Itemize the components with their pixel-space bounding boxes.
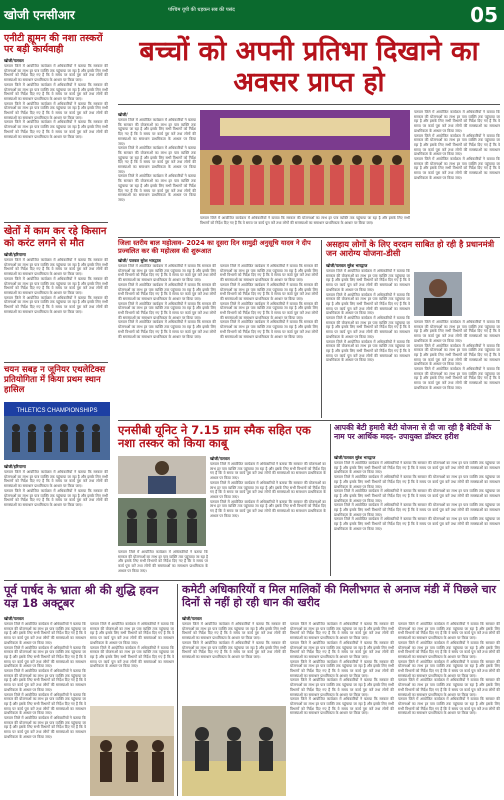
market-image	[182, 706, 286, 796]
body-filler: पलवल जिले में आयोजित कार्यक्रम में अधिकारियों ने बताया कि सरकार की योजनाओं का लाभ हर पात्र व्यक्ति तक पहुंचाया जा रहा है और इसके लिए सभी विभागों को निर्देश दिए गए हैं कि वे समय पर कार्य पूरा करें तथा लोगों की समस्याओं का समाधान प्राथमिकता के आधार पर किया जाए।	[334, 475, 500, 489]
body-filler: पलवल जिले में आयोजित कार्यक्रम में अधिकारियों ने बताया कि सरकार की योजनाओं का लाभ हर पात्र व्यक्ति तक पहुंचाया जा रहा है और इसके लिए सभी विभागों को निर्देश दिए गए हैं कि वे समय पर कार्य पूरा करें तथा लोगों की समस्याओं का समाधान प्राथमिकता के आधार पर किया जाए।	[326, 316, 410, 339]
school-headline: जिला स्तरीय बाल महोत्सव- 2024 का दूसरा दिन सामुद्री अनुसूचि यादव ने दीप प्रज्वलित कर की महोत्सव की शुरूआत	[118, 239, 311, 255]
drugs-body	[4, 64, 108, 219]
school-body-b	[220, 264, 318, 414]
sports-byline: खोजी/हरियाणा	[4, 464, 26, 469]
main-byline: खोजी/	[118, 112, 128, 117]
body-filler: पलवल जिले में आयोजित कार्यक्रम में अधिकारियों ने बताया कि सरकार की योजनाओं का लाभ हर पात्र व्यक्ति तक पहुंचाया जा रहा है और इसके लिए सभी विभागों को निर्देश दिए गए हैं कि वे समय पर कार्य पूरा करें तथा लोगों की समस्याओं का समाधान प्राथमिकता के आधार पर किया जाए।	[4, 64, 108, 83]
ex-mla-photo	[90, 706, 174, 796]
divider	[177, 584, 178, 796]
body-filler: पलवल जिले में आयोजित कार्यक्रम में अधिकारियों ने बताया कि सरकार की योजनाओं का लाभ हर पात्र व्यक्ति तक पहुंचाया जा रहा है और इसके लिए सभी विभागों को निर्देश दिए गए हैं कि वे समय पर कार्य पूरा करें तथा लोगों की समस्याओं का समाधान प्राथमिकता के आधार पर किया जाए।	[414, 157, 500, 180]
body-filler: पलवल जिले में आयोजित कार्यक्रम में अधिकारियों ने बताया कि सरकार की योजनाओं का लाभ हर पात्र व्यक्ति तक पहुंचाया जा रहा है और इसके लिए सभी विभागों को निर्देश दिए गए हैं कि वे समय पर कार्य पूरा करें तथा लोगों की समस्याओं का समाधान प्राथमिकता के आधार पर किया जाए।	[118, 550, 208, 573]
portrait-image	[414, 272, 462, 316]
scheme-headline: आपकी बेटी हमारी बेटी योजना से दी जा रही है बेटियों के नाम पर आर्थिक मदद- उपायुक्त डॉक्टर हरीश	[334, 423, 492, 441]
body-filler: पलवल जिले में आयोजित कार्यक्रम में अधिकारियों ने बताया कि सरकार की योजनाओं का लाभ हर पात्र व्यक्ति तक पहुंचाया जा रहा है और इसके लिए सभी विभागों को निर्देश दिए गए हैं कि वे समय पर कार्य पूरा करें तथा लोगों की समस्याओं का समाधान प्राथमिकता के आधार पर किया जाए।	[398, 622, 500, 641]
grain-photo	[182, 706, 286, 796]
body-filler: पलवल जिले में आयोजित कार्यक्रम में अधिकारियों ने बताया कि सरकार की योजनाओं का लाभ हर पात्र व्यक्ति तक पहुंचाया जा रहा है और इसके लिए सभी विभागों को निर्देश दिए गए हैं कि वे समय पर कार्य पूरा करें तथा लोगों की समस्याओं का समाधान प्राथमिकता के आधार पर किया जाए।	[398, 678, 500, 697]
main-body-left	[118, 118, 196, 234]
body-filler: पलवल जिले में आयोजित कार्यक्रम में अधिकारियों ने बताया कि सरकार की योजनाओं का लाभ हर पात्र व्यक्ति तक पहुंचाया जा रहा है और इसके लिए सभी विभागों को निर्देश दिए गए हैं कि वे समय पर कार्य पूरा करें तथा लोगों की समस्याओं का समाधान प्राथमिकता के आधार पर किया जाए।	[182, 640, 286, 659]
body-filler: पलवल जिले में आयोजित कार्यक्रम में अधिकारियों ने बताया कि सरकार की योजनाओं का लाभ हर पात्र व्यक्ति तक पहुंचाया जा रहा है और इसके लिए सभी विभागों को निर्देश दिए गए हैं कि वे समय पर कार्य पूरा करें तथा लोगों की समस्याओं का समाधान प्राथमिकता के आधार पर किया जाए।	[4, 692, 86, 716]
school-byline: खोजी/ पलवल सुरेश भारद्वाज	[118, 258, 161, 263]
cm-byline: खोजी/पलवल सुरेश भारद्वाज	[326, 263, 368, 268]
main-body-under	[200, 216, 410, 236]
ncb-byline: खोजी/पलवल	[210, 456, 230, 461]
body-filler: पलवल जिले में आयोजित कार्यक्रम में अधिकारियों ने बताया कि सरकार की योजनाओं का लाभ हर पात्र व्यक्ति तक पहुंचाया जा रहा है और इसके लिए सभी विभागों को निर्देश दिए गए हैं कि वे समय पर कार्य पूरा करें तथा लोगों की समस्याओं का समाधान प्राथमिकता के आधार पर किया जाए।	[118, 264, 216, 283]
body-filler: पलवल जिले में आयोजित कार्यक्रम में अधिकारियों ने बताया कि सरकार की योजनाओं का लाभ हर पात्र व्यक्ति तक पहुंचाया जा रहा है और इसके लिए सभी विभागों को निर्देश दिए गए हैं कि वे समय पर कार्य पूरा करें तथा लोगों की समस्याओं का समाधान प्राथमिकता के आधार पर किया जाए।	[220, 301, 318, 320]
body-filler: पलवल जिले में आयोजित कार्यक्रम में अधिकारियों ने बताया कि सरकार की योजनाओं का लाभ हर पात्र व्यक्ति तक पहुंचाया जा रहा है और इसके लिए सभी विभागों को निर्देश दिए गए हैं कि वे समय पर कार्य पूरा करें तथा लोगों की समस्याओं का समाधान प्राथमिकता के आधार पर किया जाए।	[414, 110, 500, 133]
body-filler: पलवल जिले में आयोजित कार्यक्रम में अधिकारियों ने बताया कि सरकार की योजनाओं का लाभ हर पात्र व्यक्ति तक पहुंचाया जा रहा है और इसके लिए सभी विभागों को निर्देश दिए गए हैं कि वे समय पर कार्य पूरा करें तथा लोगों की समस्याओं का समाधान प्राथमिकता के आधार पर किया जाए।	[220, 282, 318, 301]
body-filler: पलवल जिले में आयोजित कार्यक्रम में अधिकारियों ने बताया कि सरकार की योजनाओं का लाभ हर पात्र व्यक्ति तक पहुंचाया जा रहा है और इसके लिए सभी विभागों को निर्देश दिए गए हैं कि वे समय पर कार्य पूरा करें तथा लोगों की समस्याओं का समाधान प्राथमिकता के आधार पर किया जाए।	[414, 367, 500, 390]
body-filler: पलवल जिले में आयोजित कार्यक्रम में अधिकारियों ने बताया कि सरकार की योजनाओं का लाभ हर पात्र व्यक्ति तक पहुंचाया जा रहा है और इसके लिए सभी विभागों को निर्देश दिए गए हैं कि वे समय पर कार्य पूरा करें तथा लोगों की समस्याओं का समाधान प्राथमिकता के आधार पर किया जाए।	[326, 339, 410, 363]
body-filler: पलवल जिले में आयोजित कार्यक्रम में अधिकारियों ने बताया कि सरकार की योजनाओं का लाभ हर पात्र व्यक्ति तक पहुंचाया जा रहा है और इसके लिए सभी विभागों को निर्देश दिए गए हैं कि वे समय पर कार्य पूरा करें तथा लोगों की समस्याओं का समाधान प्राथमिकता के आधार पर किया जाए।	[118, 174, 196, 202]
ncb-photo	[118, 456, 206, 494]
body-filler: पलवल जिले में आयोजित कार्यक्रम में अधिकारियों ने बताया कि सरकार की योजनाओं का लाभ हर पात्र व्यक्ति तक पहुंचाया जा रहा है और इसके लिए सभी विभागों को निर्देश दिए गए हैं कि वे समय पर कार्य पूरा करें तथा लोगों की समस्याओं का समाधान प्राथमिकता के आधार पर किया जाए।	[210, 462, 326, 481]
body-filler: पलवल जिले में आयोजित कार्यक्रम में अधिकारियों ने बताया कि सरकार की योजनाओं का लाभ हर पात्र व्यक्ति तक पहुंचाया जा रहा है और इसके लिए सभी विभागों को निर्देश दिए गए हैं कि वे समय पर कार्य पूरा करें तथा लोगों की समस्याओं का समाधान प्राथमिकता के आधार पर किया जाए।	[4, 82, 108, 101]
grain-body-c	[398, 622, 500, 796]
page-number: 05	[470, 3, 498, 27]
farmers-byline: खोजी/हरियाणा	[4, 252, 26, 257]
body-filler: पलवल जिले में आयोजित कार्यक्रम में अधिकारियों ने बताया कि सरकार की योजनाओं का लाभ हर पात्र व्यक्ति तक पहुंचाया जा रहा है और इसके लिए सभी विभागों को निर्देश दिए गए हैं कि वे समय पर कार्य पूरा करें तथा लोगों की समस्याओं का समाधान प्राथमिकता के आधार पर किया जाए।	[4, 101, 108, 120]
body-filler: पलवल जिले में आयोजित कार्यक्रम में अधिकारियों ने बताया कि सरकार की योजनाओं का लाभ हर पात्र व्यक्ति तक पहुंचाया जा रहा है और इसके लिए सभी विभागों को निर्देश दिए गए हैं कि वे समय पर कार्य पूरा करें तथा लोगों की समस्याओं का समाधान प्राथमिकता के आधार पर किया जाए।	[334, 503, 500, 517]
ex-mla-headline: पूर्व पार्षद के भ्राता श्री की शुद्धि हवन यज्ञ 18 अक्टूबर	[4, 583, 159, 611]
scheme-byline: खोजी/पलवल सुरेश भारद्वाज	[334, 455, 376, 460]
stage-image	[200, 110, 410, 214]
body-filler: पलवल जिले में आयोजित कार्यक्रम में अधिकारियों ने बताया कि सरकार की योजनाओं का लाभ हर पात्र व्यक्ति तक पहुंचाया जा रहा है और इसके लिए सभी विभागों को निर्देश दिए गए हैं कि वे समय पर कार्य पूरा करें तथा लोगों की समस्याओं का समाधान प्राथमिकता के आधार पर किया जाए।	[334, 489, 500, 503]
body-filler: पलवल जिले में आयोजित कार्यक्रम में अधिकारियों ने बताया कि सरकार की योजनाओं का लाभ हर पात्र व्यक्ति तक पहुंचाया जा रहा है और इसके लिए सभी विभागों को निर्देश दिए गए हैं कि वे समय पर कार्य पूरा करें तथा लोगों की समस्याओं का समाधान प्राथमिकता के आधार पर किया जाए।	[334, 461, 500, 475]
drugs-byline: खोजी/पलवल	[4, 58, 24, 63]
grain-body-b	[290, 622, 394, 796]
body-filler: पलवल जिले में आयोजित कार्यक्रम में अधिकारियों ने बताया कि सरकार की योजनाओं का लाभ हर पात्र व्यक्ति तक पहुंचाया जा रहा है और इसके लिए सभी विभागों को निर्देश दिए गए हैं कि वे समय पर कार्य पूरा करें तथा लोगों की समस्याओं का समाधान प्राथमिकता के आधार पर किया जाए।	[398, 659, 500, 678]
body-filler: पलवल जिले में आयोजित कार्यक्रम में अधिकारियों ने बताया कि सरकार की योजनाओं का लाभ हर पात्र व्यक्ति तक पहुंचाया जा रहा है और इसके लिए सभी विभागों को निर्देश दिए गए हैं कि वे समय पर कार्य पूरा करें तथा लोगों की समस्याओं का समाधान प्राथमिकता के आधार पर किया जाए।	[290, 697, 394, 716]
divider	[4, 222, 108, 223]
body-filler: पलवल जिले में आयोजित कार्यक्रम में अधिकारियों ने बताया कि सरकार की योजनाओं का लाभ हर पात्र व्यक्ति तक पहुंचाया जा रहा है और इसके लिए सभी विभागों को निर्देश दिए गए हैं कि वे समय पर कार्य पूरा करें तथा लोगों की समस्याओं का समाधान प्राथमिकता के आधार पर किया जाए।	[220, 320, 318, 339]
official-photo	[414, 272, 462, 316]
main-body-right	[414, 110, 500, 234]
body-filler: पलवल जिले में आयोजित कार्यक्रम में अधिकारियों ने बताया कि सरकार की योजनाओं का लाभ हर पात्र व्यक्ति तक पहुंचाया जा रहा है और इसके लिए सभी विभागों को निर्देश दिए गए हैं कि वे समय पर कार्य पूरा करें तथा लोगों की समस्याओं का समाधान प्राथमिकता के आधार पर किया जाए।	[4, 716, 86, 739]
body-filler: पलवल जिले में आयोजित कार्यक्रम में अधिकारियों ने बताया कि सरकार की योजनाओं का लाभ हर पात्र व्यक्ति तक पहुंचाया जा रहा है और इसके लिए सभी विभागों को निर्देश दिए गए हैं कि वे समय पर कार्य पूरा करें तथा लोगों की समस्याओं का समाधान प्राथमिकता के आधार पर किया जाए।	[414, 320, 500, 343]
masthead-title: खोजी एनसीआर	[4, 8, 75, 22]
ex-mla-byline: खोजी/पलवल	[4, 616, 24, 621]
body-filler: पलवल जिले में आयोजित कार्यक्रम में अधिकारियों ने बताया कि सरकार की योजनाओं का लाभ हर पात्र व्यक्ति तक पहुंचाया जा रहा है और इसके लिए सभी विभागों को निर्देश दिए गए हैं कि वे समय पर कार्य पूरा करें तथा लोगों की समस्याओं का समाधान प्राथमिकता के आधार पर किया जाए।	[118, 282, 216, 301]
body-filler: पलवल जिले में आयोजित कार्यक्रम में अधिकारियों ने बताया कि सरकार की योजनाओं का लाभ हर पात्र व्यक्ति तक पहुंचाया जा रहा है और इसके लिए सभी विभागों को निर्देश दिए गए हैं कि वे समय पर कार्य पूरा करें तथा लोगों की समस्याओं का समाधान प्राथमिकता के आधार पर किया जाए।	[118, 118, 196, 146]
cm-headline: असहाय लोगों के लिए वरदान साबित हो रही है प्रधानमंत्री जन आरोग्य योजना-डीसी	[326, 239, 495, 259]
body-filler: पलवल जिले में आयोजित कार्यक्रम में अधिकारियों ने बताया कि सरकार की योजनाओं का लाभ हर पात्र व्यक्ति तक पहुंचाया जा रहा है और इसके लिए सभी विभागों को निर्देश दिए गए हैं कि वे समय पर कार्य पूरा करें तथा लोगों की समस्याओं का समाधान प्राथमिकता के आधार पर किया जाए।	[90, 622, 174, 645]
drugs-headline: एनीटी ह्यूमन की नशा तस्करों पर बड़ी कार्यवाही	[4, 33, 103, 55]
ncb-headline: एनसीबी यूनिट ने 7.15 ग्राम स्मैक सहित एक नशा तस्कर को किया काबू	[118, 423, 311, 451]
divider	[118, 237, 500, 238]
banner-text: THLETICS CHAMPIONSHIPS	[16, 408, 98, 414]
ncb-photo-2	[118, 498, 206, 546]
body-filler: पलवल जिले में आयोजित कार्यक्रम में अधिकारियों ने बताया कि सरकार की योजनाओं का लाभ हर पात्र व्यक्ति तक पहुंचाया जा रहा है और इसके लिए सभी विभागों को निर्देश दिए गए हैं कि वे समय पर कार्य पूरा करें तथा लोगों की समस्याओं का समाधान प्राथमिकता के आधार पर किया जाए।	[4, 120, 108, 139]
ncb-body	[210, 462, 326, 572]
body-filler: पलवल जिले में आयोजित कार्यक्रम में अधिकारियों ने बताया कि सरकार की योजनाओं का लाभ हर पात्र व्यक्ति तक पहुंचाया जा रहा है और इसके लिए सभी विभागों को निर्देश दिए गए हैं कि वे समय पर कार्य पूरा करें तथा लोगों की समस्याओं का समाधान प्राथमिकता के आधार पर किया जाए।	[414, 343, 500, 367]
body-filler: पलवल जिले में आयोजित कार्यक्रम में अधिकारियों ने बताया कि सरकार की योजनाओं का लाभ हर पात्र व्यक्ति तक पहुंचाया जा रहा है और इसके लिए सभी विभागों को निर्देश दिए गए हैं कि वे समय पर कार्य पूरा करें तथा लोगों की समस्याओं का समाधान प्राथमिकता के आधार पर किया जाए।	[4, 295, 108, 314]
body-filler: पलवल जिले में आयोजित कार्यक्रम में अधिकारियों ने बताया कि सरकार की योजनाओं का लाभ हर पात्र व्यक्ति तक पहुंचाया जा रहा है और इसके लिए सभी विभागों को निर्देश दिए गए हैं कि वे समय पर कार्य पूरा करें तथा लोगों की समस्याओं का समाधान प्राथमिकता के आधार पर किया जाए।	[118, 320, 216, 339]
ex-mla-body-b	[90, 622, 174, 702]
sports-body	[4, 470, 108, 540]
body-filler: पलवल जिले में आयोजित कार्यक्रम में अधिकारियों ने बताया कि सरकार की योजनाओं का लाभ हर पात्र व्यक्ति तक पहुंचाया जा रहा है और इसके लिए सभी विभागों को निर्देश दिए गए हैं कि वे समय पर कार्य पूरा करें तथा लोगों की समस्याओं का समाधान प्राथमिकता के आधार पर किया जाए।	[90, 645, 174, 669]
body-filler: पलवल जिले में आयोजित कार्यक्रम में अधिकारियों ने बताया कि सरकार की योजनाओं का लाभ हर पात्र व्यक्ति तक पहुंचाया जा रहा है और इसके लिए सभी विभागों को निर्देश दिए गए हैं कि वे समय पर कार्य पूरा करें तथा लोगों की समस्याओं का समाधान प्राथमिकता के आधार पर किया जाए।	[334, 517, 500, 531]
body-filler: पलवल जिले में आयोजित कार्यक्रम में अधिकारियों ने बताया कि सरकार की योजनाओं का लाभ हर पात्र व्यक्ति तक पहुंचाया जा रहा है और इसके लिए सभी विभागों को निर्देश दिए गए हैं कि वे समय पर कार्य पूरा करें तथा लोगों की समस्याओं का समाधान प्राथमिकता के आधार पर किया जाए।	[398, 640, 500, 659]
ncb-caption	[118, 550, 208, 574]
cm-body-b	[414, 320, 500, 417]
athletes-image	[4, 402, 110, 460]
farmers-headline: खेतों में काम कर रहे किसान को करंट लगने से मौत	[4, 226, 107, 249]
body-filler: पलवल जिले में आयोजित कार्यक्रम में अधिकारियों ने बताया कि सरकार की योजनाओं का लाभ हर पात्र व्यक्ति तक पहुंचाया जा रहा है और इसके लिए सभी विभागों को निर्देश दिए गए हैं कि वे समय पर कार्य पूरा करें तथा लोगों की समस्याओं का समाधान प्राथमिकता के आधार पर किया जाए।	[290, 622, 394, 641]
divider	[4, 362, 108, 363]
farmers-body	[4, 258, 108, 358]
accused-image	[118, 456, 206, 494]
scheme-body	[334, 461, 500, 576]
divider	[330, 424, 331, 576]
body-filler: पलवल जिले में आयोजित कार्यक्रम में अधिकारियों ने बताया कि सरकार की योजनाओं का लाभ हर पात्र व्यक्ति तक पहुंचाया जा रहा है और इसके लिए सभी विभागों को निर्देश दिए गए हैं कि वे समय पर कार्य पूरा करें तथा लोगों की समस्याओं का समाधान प्राथमिकता के आधार पर किया जाए।	[4, 258, 108, 277]
body-filler: पलवल जिले में आयोजित कार्यक्रम में अधिकारियों ने बताया कि सरकार की योजनाओं का लाभ हर पात्र व्यक्ति तक पहुंचाया जा रहा है और इसके लिए सभी विभागों को निर्देश दिए गए हैं कि वे समय पर कार्य पूरा करें तथा लोगों की समस्याओं का समाधान प्राथमिकता के आधार पर किया जाए।	[220, 264, 318, 283]
body-filler: पलवल जिले में आयोजित कार्यक्रम में अधिकारियों ने बताया कि सरकार की योजनाओं का लाभ हर पात्र व्यक्ति तक पहुंचाया जा रहा है और इसके लिए सभी विभागों को निर्देश दिए गए हैं कि वे समय पर कार्य पूरा करें तथा लोगों की समस्याओं का समाधान प्राथमिकता के आधार पर किया जाए।	[290, 678, 394, 697]
divider	[4, 580, 500, 581]
body-filler: पलवल जिले में आयोजित कार्यक्रम में अधिकारियों ने बताया कि सरकार की योजनाओं का लाभ हर पात्र व्यक्ति तक पहुंचाया जा रहा है और इसके लिए सभी विभागों को निर्देश दिए गए हैं कि वे समय पर कार्य पूरा करें तथा लोगों की समस्याओं का समाधान प्राथमिकता के आधार पर किया जाए।	[4, 645, 86, 669]
masthead-bar	[0, 0, 504, 30]
body-filler: पलवल जिले में आयोजित कार्यक्रम में अधिकारियों ने बताया कि सरकार की योजनाओं का लाभ हर पात्र व्यक्ति तक पहुंचाया जा रहा है और इसके लिए सभी विभागों को निर्देश दिए गए हैं कि वे समय पर कार्य पूरा करें तथा लोगों की समस्याओं का समाधान प्राथमिकता के आधार पर किया जाए।	[4, 276, 108, 295]
body-filler: पलवल जिले में आयोजित कार्यक्रम में अधिकारियों ने बताया कि सरकार की योजनाओं का लाभ हर पात्र व्यक्ति तक पहुंचाया जा रहा है और इसके लिए सभी विभागों को निर्देश दिए गए हैं कि वे समय पर कार्य पूरा करें तथा लोगों की समस्याओं का समाधान प्राथमिकता के आधार पर किया जाए।	[4, 622, 86, 645]
divider	[118, 104, 500, 105]
main-headline: बच्चों को अपनी प्रतिभा दिखाने का अवसर प्राप्त हो	[139, 36, 479, 98]
body-filler: पलवल जिले में आयोजित कार्यक्रम में अधिकारियों ने बताया कि सरकार की योजनाओं का लाभ हर पात्र व्यक्ति तक पहुंचाया जा रहा है और इसके लिए सभी विभागों को निर्देश दिए गए हैं कि वे समय पर कार्य पूरा करें तथा लोगों की समस्याओं का समाधान प्राथमिकता के आधार पर किया जाए।	[290, 659, 394, 678]
body-filler: पलवल जिले में आयोजित कार्यक्रम में अधिकारियों ने बताया कि सरकार की योजनाओं का लाभ हर पात्र व्यक्ति तक पहुंचाया जा रहा है और इसके लिए सभी विभागों को निर्देश दिए गए हैं कि वे समय पर कार्य पूरा करें तथा लोगों की समस्याओं का समाधान प्राथमिकता के आधार पर किया जाए।	[210, 499, 326, 518]
grain-byline: खोजी/पलवल	[182, 616, 202, 621]
ex-mla-body-a	[4, 622, 86, 796]
body-filler: पलवल जिले में आयोजित कार्यक्रम में अधिकारियों ने बताया कि सरकार की योजनाओं का लाभ हर पात्र व्यक्ति तक पहुंचाया जा रहा है और इसके लिए सभी विभागों को निर्देश दिए गए हैं कि वे समय पर कार्य पूरा करें तथा लोगों की समस्याओं का समाधान प्राथमिकता के आधार पर किया जाए।	[4, 669, 86, 692]
body-filler: पलवल जिले में आयोजित कार्यक्रम में अधिकारियों ने बताया कि सरकार की योजनाओं का लाभ हर पात्र व्यक्ति तक पहुंचाया जा रहा है और इसके लिए सभी विभागों को निर्देश दिए गए हैं कि वे समय पर कार्य पूरा करें तथा लोगों की समस्याओं का समाधान प्राथमिकता के आधार पर किया जाए।	[398, 697, 500, 716]
grain-body-a	[182, 622, 286, 702]
body-filler: पलवल जिले में आयोजित कार्यक्रम में अधिकारियों ने बताया कि सरकार की योजनाओं का लाभ हर पात्र व्यक्ति तक पहुंचाया जा रहा है और इसके लिए सभी विभागों को निर्देश दिए गए हैं कि वे समय पर कार्य पूरा करें तथा लोगों की समस्याओं का समाधान प्राथमिकता के आधार पर किया जाए।	[200, 216, 410, 225]
grain-headline: कमेटी अधिकारियों व मिल मालिकों की मिलीभगत से अनाज मंडी में पिछले चार दिनों से नहीं हो रही धान की खरीद	[182, 583, 496, 609]
dateline: पश्चिम यूपी की धड़कन सब की पसंद	[168, 7, 235, 13]
body-filler: पलवल जिले में आयोजित कार्यक्रम में अधिकारियों ने बताया कि सरकार की योजनाओं का लाभ हर पात्र व्यक्ति तक पहुंचाया जा रहा है और इसके लिए सभी विभागों को निर्देश दिए गए हैं कि वे समय पर कार्य पूरा करें तथा लोगों की समस्याओं का समाधान प्राथमिकता के आधार पर किया जाए।	[4, 488, 108, 507]
body-filler: पलवल जिले में आयोजित कार्यक्रम में अधिकारियों ने बताया कि सरकार की योजनाओं का लाभ हर पात्र व्यक्ति तक पहुंचाया जा रहा है और इसके लिए सभी विभागों को निर्देश दिए गए हैं कि वे समय पर कार्य पूरा करें तथा लोगों की समस्याओं का समाधान प्राथमिकता के आधार पर किया जाए।	[4, 470, 108, 489]
body-filler: पलवल जिले में आयोजित कार्यक्रम में अधिकारियों ने बताया कि सरकार की योजनाओं का लाभ हर पात्र व्यक्ति तक पहुंचाया जा रहा है और इसके लिए सभी विभागों को निर्देश दिए गए हैं कि वे समय पर कार्य पूरा करें तथा लोगों की समस्याओं का समाधान प्राथमिकता के आधार पर किया जाए।	[326, 292, 410, 316]
sports-photo	[4, 402, 110, 460]
body-filler: पलवल जिले में आयोजित कार्यक्रम में अधिकारियों ने बताया कि सरकार की योजनाओं का लाभ हर पात्र व्यक्ति तक पहुंचाया जा रहा है और इसके लिए सभी विभागों को निर्देश दिए गए हैं कि वे समय पर कार्य पूरा करें तथा लोगों की समस्याओं का समाधान प्राथमिकता के आधार पर किया जाए।	[210, 480, 326, 499]
school-body-a	[118, 264, 216, 414]
divider	[118, 420, 500, 421]
sports-headline: चयन सबड़ न जूनियर एथलेटिक्स प्रतियोगिता में किया प्रथम स्थान हासिल	[4, 365, 106, 395]
main-photo	[200, 110, 410, 214]
havan-image	[90, 706, 174, 796]
body-filler: पलवल जिले में आयोजित कार्यक्रम में अधिकारियों ने बताया कि सरकार की योजनाओं का लाभ हर पात्र व्यक्ति तक पहुंचाया जा रहा है और इसके लिए सभी विभागों को निर्देश दिए गए हैं कि वे समय पर कार्य पूरा करें तथा लोगों की समस्याओं का समाधान प्राथमिकता के आधार पर किया जाए।	[118, 146, 196, 174]
body-filler: पलवल जिले में आयोजित कार्यक्रम में अधिकारियों ने बताया कि सरकार की योजनाओं का लाभ हर पात्र व्यक्ति तक पहुंचाया जा रहा है और इसके लिए सभी विभागों को निर्देश दिए गए हैं कि वे समय पर कार्य पूरा करें तथा लोगों की समस्याओं का समाधान प्राथमिकता के आधार पर किया जाए।	[290, 640, 394, 659]
divider	[321, 240, 322, 418]
body-filler: पलवल जिले में आयोजित कार्यक्रम में अधिकारियों ने बताया कि सरकार की योजनाओं का लाभ हर पात्र व्यक्ति तक पहुंचाया जा रहा है और इसके लिए सभी विभागों को निर्देश दिए गए हैं कि वे समय पर कार्य पूरा करें तथा लोगों की समस्याओं का समाधान प्राथमिकता के आधार पर किया जाए।	[414, 133, 500, 157]
group-image	[118, 498, 206, 546]
body-filler: पलवल जिले में आयोजित कार्यक्रम में अधिकारियों ने बताया कि सरकार की योजनाओं का लाभ हर पात्र व्यक्ति तक पहुंचाया जा रहा है और इसके लिए सभी विभागों को निर्देश दिए गए हैं कि वे समय पर कार्य पूरा करें तथा लोगों की समस्याओं का समाधान प्राथमिकता के आधार पर किया जाए।	[118, 301, 216, 320]
body-filler: पलवल जिले में आयोजित कार्यक्रम में अधिकारियों ने बताया कि सरकार की योजनाओं का लाभ हर पात्र व्यक्ति तक पहुंचाया जा रहा है और इसके लिए सभी विभागों को निर्देश दिए गए हैं कि वे समय पर कार्य पूरा करें तथा लोगों की समस्याओं का समाधान प्राथमिकता के आधार पर किया जाए।	[182, 622, 286, 641]
cm-body-a	[326, 269, 410, 417]
body-filler: पलवल जिले में आयोजित कार्यक्रम में अधिकारियों ने बताया कि सरकार की योजनाओं का लाभ हर पात्र व्यक्ति तक पहुंचाया जा रहा है और इसके लिए सभी विभागों को निर्देश दिए गए हैं कि वे समय पर कार्य पूरा करें तथा लोगों की समस्याओं का समाधान प्राथमिकता के आधार पर किया जाए।	[326, 269, 410, 292]
